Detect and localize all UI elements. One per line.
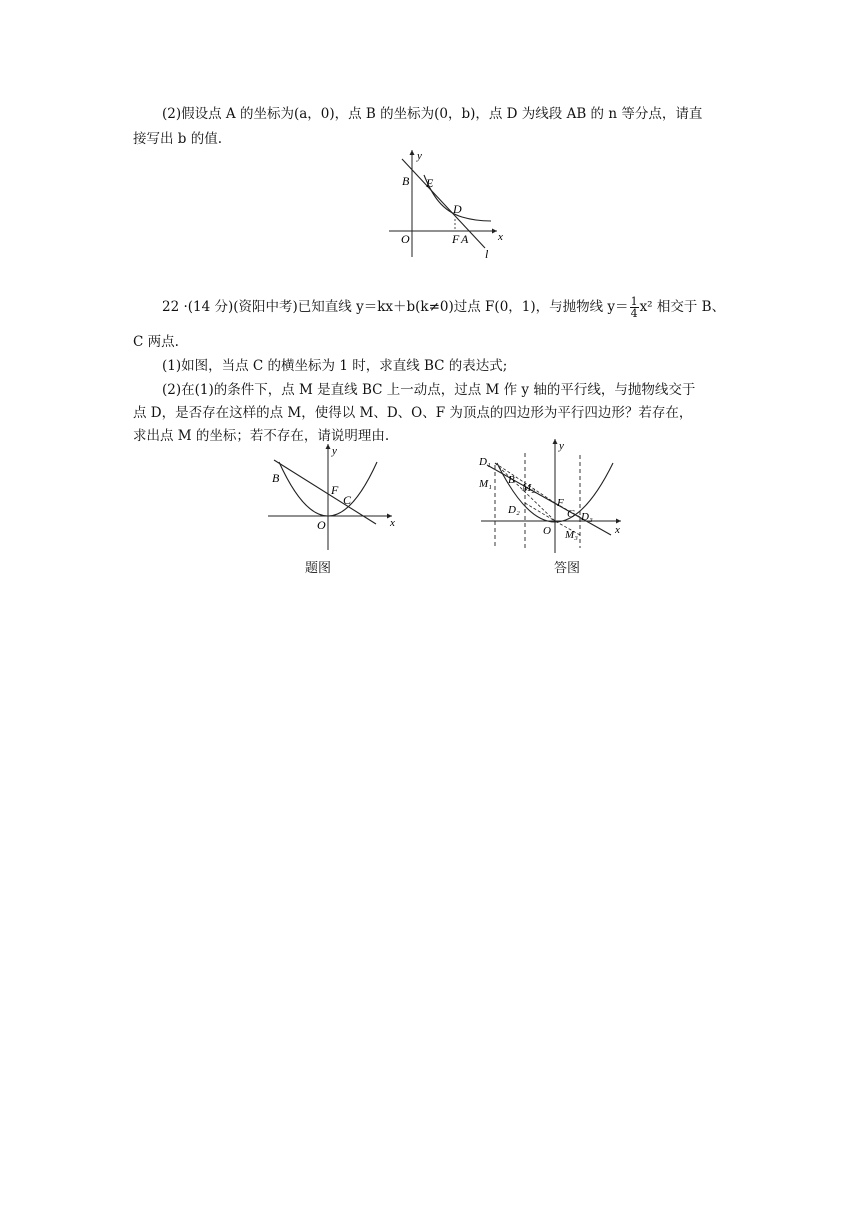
figure-2-caption: 题图 [305, 561, 332, 576]
problem22-question2-line2: 点 D，是否存在这样的点 M，使得以 M、D、O、F 为顶点的四边形为平行四边形？若存在， [133, 405, 693, 421]
fig3-M3-label: M₃ [565, 529, 578, 541]
fig3-M2-label: M₂ [522, 482, 535, 494]
fig1-y-label: y [417, 150, 422, 162]
problem22-stem-prefix: 22 ·(14 分)(资阳中考)已知直线 y＝kx＋b(k≠0)过点 F(0，1)，与抛物线 y＝ [162, 299, 629, 315]
fig2-F-label: F [331, 483, 339, 497]
fig1-B-label: B [402, 174, 410, 188]
fig3-D2-label: D₂ [508, 504, 520, 516]
problem22-question1: (1)如图，当点 C 的横坐标为 1 时，求直线 BC 的表达式; [162, 358, 508, 374]
fraction-numerator: 1 [630, 295, 638, 308]
fig1-l-label: l [485, 247, 489, 261]
fig3-O-label: O [543, 525, 551, 537]
fig2-x-label: x [390, 517, 395, 529]
figure-3-answer-diagram [475, 435, 630, 555]
fraction-denominator: 4 [630, 307, 638, 320]
prev-part2-line1: (2)假设点 A 的坐标为(a，0)，点 B 的坐标为(0，b)，点 D 为线段 AB 的 n 等分点，请直 [162, 106, 703, 122]
fig1-A-label: A [461, 232, 469, 246]
figure-2-question-diagram [262, 440, 402, 555]
fraction-one-quarter [630, 296, 639, 319]
fig2-C-label: C [343, 493, 352, 507]
fig2-y-label: y [332, 445, 337, 457]
fig3-D3-label: D₃ [581, 511, 593, 523]
fig3-x-label: x [615, 524, 620, 536]
fig3-M1-label: M₁ [479, 478, 492, 490]
figure-3-caption: 答图 [554, 561, 581, 576]
fig1-D-label: D [453, 202, 462, 216]
fig2-O-label: O [317, 518, 326, 532]
fig1-F-label: F [452, 232, 460, 246]
fig2-B-label: B [272, 471, 280, 485]
fig3-D1-label: D₁ [479, 456, 491, 468]
figure-1-hyperbola-diagram [380, 145, 510, 263]
fig1-E-label: E [426, 176, 434, 190]
prev-part2-line2: 接写出 b 的值. [133, 131, 223, 147]
fig3-F-label: F [557, 497, 564, 509]
fig1-x-label: x [498, 231, 503, 243]
fig1-O-label: O [401, 232, 410, 246]
problem22-question2-line1: (2)在(1)的条件下，点 M 是直线 BC 上一动点，过点 M 作 y 轴的平行线，与抛物线交于 [162, 382, 696, 398]
fig3-C-label: C [567, 508, 575, 520]
fig3-B-label: B [508, 474, 515, 486]
problem22-stem-line1 [162, 296, 725, 319]
fig3-y-label: y [559, 440, 564, 452]
problem22-stem-line2: C 两点. [133, 334, 179, 350]
problem22-question2-line3: 求出点 M 的坐标；若不存在，请说明理由. [133, 428, 390, 444]
problem22-stem-suffix: x² 相交于 B、 [639, 299, 726, 315]
